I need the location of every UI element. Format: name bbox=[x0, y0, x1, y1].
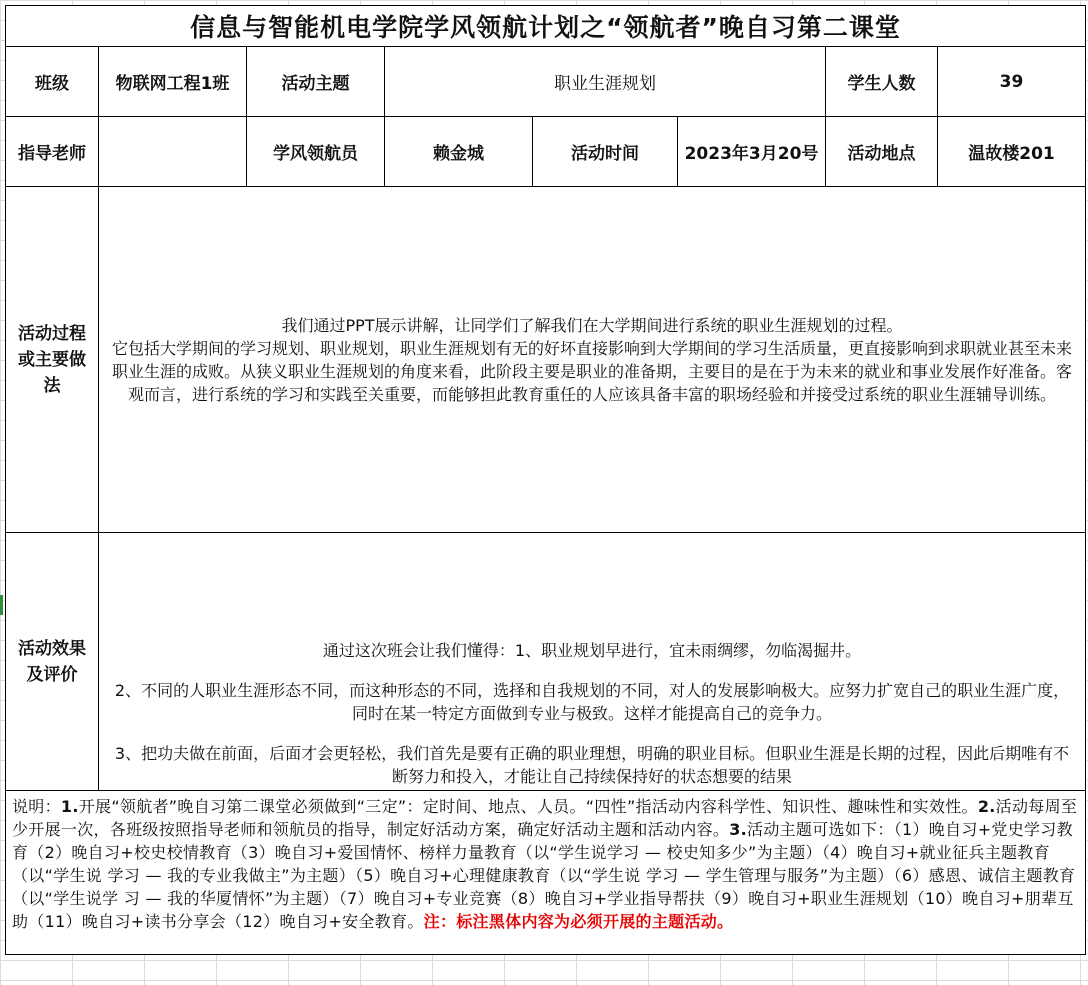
notes-cell[interactable] bbox=[6, 791, 1086, 955]
note-3-number: 3. bbox=[729, 820, 748, 839]
teacher-label[interactable]: 指导老师 bbox=[6, 117, 99, 187]
form-title[interactable]: 信息与智能机电学院学风领航计划之“领航者”晚自习第二课堂 bbox=[6, 6, 1086, 47]
students-label[interactable]: 学生人数 bbox=[826, 47, 938, 117]
process-line-1: 我们通过PPT展示讲解，让同学们了解我们在大学期间进行系统的职业生涯规划的过程。 bbox=[281, 315, 903, 335]
effect-content[interactable] bbox=[99, 533, 1086, 791]
navigator-value[interactable]: 赖金城 bbox=[385, 117, 533, 187]
note-2-text: 活动每周至少开展一次，各班级按照指导老师和领航员的指导，制定好活动方案，确定好活动主题和活动内容。 bbox=[12, 797, 1078, 839]
effect-label[interactable]: 活动效果及评价 bbox=[6, 533, 99, 791]
note-3-text: 活动主题可选如下：（1）晚自习+党史学习教育（2）晚自习+校史校情教育（3）晚自习+爱国情怀、榜样力量教育（以“学生说学习 — 校史知多少”为主题）（4）晚自习+就业征兵主题教育（以“学生说 学习 — 我的专业我做主”为主题）（5）晚自习+心理健康教育（以“学生说 学习 — 学生管理与服务”为主题）（6）感恩、诚信主题教育（以“学生说学 习 — 我的华厦情怀”为主题）（7）晚自习+专业竞赛（8）晚自习+学业指导帮扶（9）晚自习+职业生涯规划（10）晚自习+朋辈互助（11）晚自习+读书分享会（12）晚自习+安全教育。 bbox=[12, 820, 1076, 931]
note-1-text: 开展“领航者”晚自习第二课堂必须做到“三定”：定时间、地点、人员。“四性”指活动内容科学性、知识性、趣味性和实效性。 bbox=[78, 797, 978, 816]
red-required-note: 注：标注黑体内容为必须开展的主题活动。 bbox=[423, 912, 734, 931]
class-label[interactable]: 班级 bbox=[6, 47, 99, 117]
process-line-2: 它包括大学期间的学习规划、职业规划，职业生涯规划有无的好坏直接影响到大学期间的学习生活质量，更直接影响到求职就业甚至未来职业生涯的成败。从狭义职业生涯规划的角度来看，此阶段主要是职业的准备期，主要目的是在于为未来的就业和事业发展作好准备。客观而言，进行系统的学习和实践至关重要，而能够担此教育重任的人应该具备丰富的职场经验和并接受过系统的职业生涯辅导训练。 bbox=[111, 338, 1072, 404]
time-value[interactable]: 2023年3月20号 bbox=[678, 117, 826, 187]
theme-label[interactable]: 活动主题 bbox=[247, 47, 385, 117]
students-value[interactable]: 39 bbox=[938, 47, 1086, 117]
teacher-value[interactable] bbox=[99, 117, 247, 187]
note-2-number: 2. bbox=[977, 797, 996, 816]
activity-form-table bbox=[5, 5, 1086, 955]
navigator-label[interactable]: 学风领航员 bbox=[247, 117, 385, 187]
place-label[interactable]: 活动地点 bbox=[826, 117, 938, 187]
class-value[interactable]: 物联网工程1班 bbox=[99, 47, 247, 117]
effect-paragraph-1: 通过这次班会让我们懂得：1、职业规划早进行，宜未雨绸缪，勿临渴掘井。 bbox=[322, 641, 862, 660]
process-content[interactable] bbox=[99, 187, 1086, 533]
theme-value[interactable]: 职业生涯规划 bbox=[385, 47, 826, 117]
effect-paragraph-2: 2、不同的人职业生涯形态不同，而这种形态的不同，选择和自我规划的不同，对人的发展影响极大。应努力扩宽自己的职业生涯广度，同时在某一特定方面做到专业与极致。这样才能提高自己的竞争力。 bbox=[114, 681, 1070, 723]
place-value[interactable]: 温故楼201 bbox=[938, 117, 1086, 187]
notes-prefix: 说明： bbox=[12, 797, 61, 816]
note-1-number: 1. bbox=[60, 797, 79, 816]
process-label[interactable]: 活动过程或主要做法 bbox=[6, 187, 99, 533]
time-label[interactable]: 活动时间 bbox=[533, 117, 678, 187]
effect-paragraph-3: 3、把功夫做在前面，后面才会更轻松，我们首先是要有正确的职业理想，明确的职业目标。但职业生涯是长期的过程，因此后期唯有不断努力和投入，才能让自己持续保持好的状态想要的结果 bbox=[114, 744, 1070, 786]
cell-selection-marker bbox=[0, 595, 3, 615]
